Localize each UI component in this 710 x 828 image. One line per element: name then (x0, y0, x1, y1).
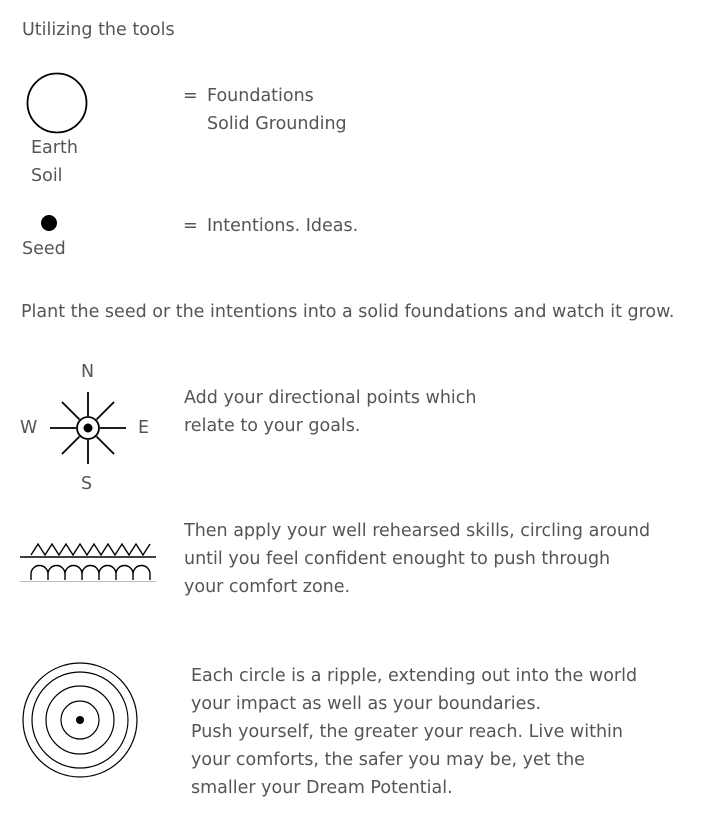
seed-label: Seed (22, 239, 66, 259)
compass-text-line-1: Add your directional points which (184, 388, 477, 408)
seed-meaning: Intentions. Ideas. (207, 216, 359, 236)
compass-north-label: N (81, 362, 95, 382)
page-title: Utilizing the tools (22, 20, 175, 40)
compass-star-icon (50, 392, 126, 464)
compass-west-label: W (20, 418, 38, 438)
earth-equals: = (183, 86, 198, 106)
concentric-circles-icon (21, 661, 139, 779)
filled-dot-icon (40, 214, 58, 232)
ripple-text-line-2: your impact as well as your boundaries. (191, 694, 542, 714)
ripple-text-line-4: your comforts, the safer you may be, yet the (191, 750, 585, 770)
compass-south-label: S (81, 474, 93, 494)
ripple-text-line-5: smaller your Dream Potential. (191, 778, 453, 798)
zigzag-and-loops-icon (20, 541, 156, 583)
earth-meaning-grounding: Solid Grounding (207, 114, 347, 134)
hollow-circle-icon (26, 72, 88, 134)
earth-meaning-foundations: Foundations (207, 86, 314, 106)
skills-text-line-2: until you feel confident enought to push through (184, 549, 611, 569)
compass-text-line-2: relate to your goals. (184, 416, 361, 436)
compass-east-label: E (138, 418, 150, 438)
earth-label: Earth (31, 138, 78, 158)
plant-sentence: Plant the seed or the intentions into a solid foundations and watch it grow. (21, 302, 675, 322)
skills-text-line-3: your comfort zone. (184, 577, 351, 597)
skills-text-line-1: Then apply your well rehearsed skills, circling around (184, 521, 651, 541)
ripple-text-line-1: Each circle is a ripple, extending out into the world (191, 666, 638, 686)
ripple-text-line-3: Push yourself, the greater your reach. Live within (191, 722, 623, 742)
soil-label: Soil (31, 166, 63, 186)
seed-equals: = (183, 216, 198, 236)
